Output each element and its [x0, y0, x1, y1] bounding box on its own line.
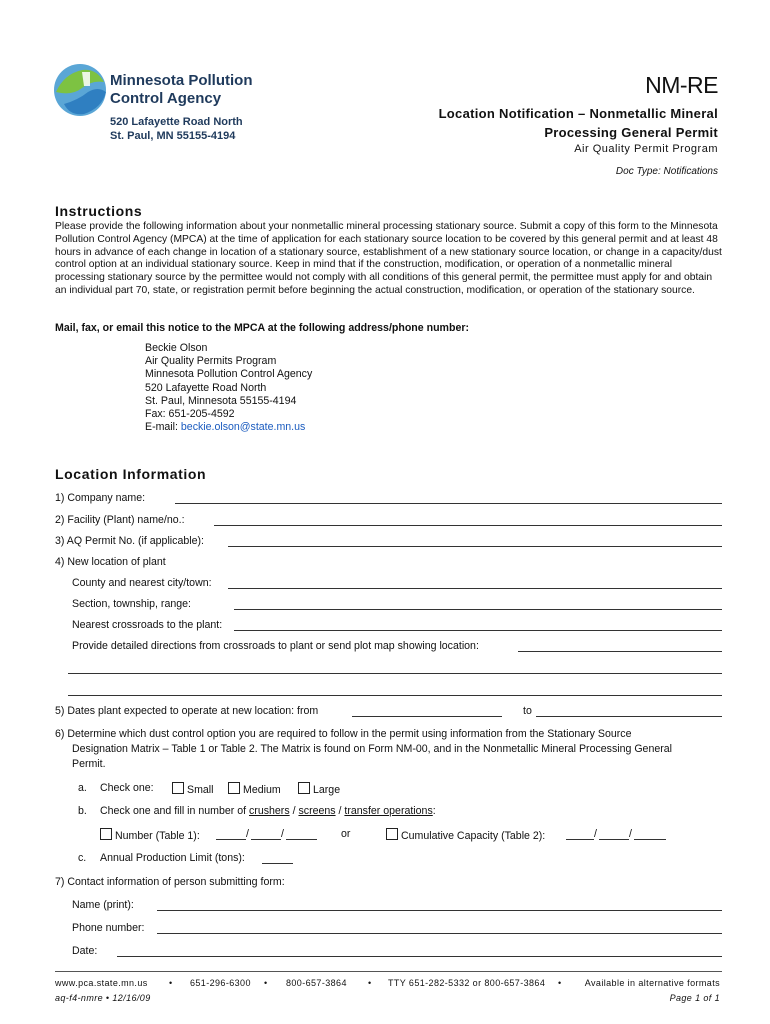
large-checkbox[interactable] — [298, 782, 310, 794]
large-label: Large — [313, 784, 341, 796]
mpca-logo — [52, 62, 108, 118]
q5-label: 5) Dates plant expected to operate at new location: from — [55, 705, 319, 717]
cumulative-table2-checkbox[interactable] — [386, 828, 398, 840]
q6a-text: Check one: — [100, 782, 154, 794]
slash-1: / — [246, 828, 249, 840]
q5-to-label: to — [523, 705, 532, 717]
date-to-field[interactable] — [536, 716, 722, 717]
q6b-colon: : — [432, 805, 436, 817]
mail-contact-block — [145, 342, 312, 434]
contact-email-link[interactable]: beckie.olson@state.mn.us — [180, 421, 306, 434]
q6b-sep1: / — [289, 805, 299, 817]
screens-capacity-field[interactable] — [599, 839, 629, 840]
q6-line1: 6) Determine which dust control option you are required to follow in the permit using information from the Stationary Source — [55, 728, 632, 740]
form-title-line2: Processing General Permit — [544, 125, 718, 140]
footer-page: Page 1 of 1 — [669, 993, 720, 1003]
medium-label: Medium — [243, 784, 281, 796]
q6b-or: or — [341, 828, 351, 840]
org-name-line1: Minnesota Pollution — [110, 72, 253, 89]
footer-formats: Available in alternative formats — [584, 978, 720, 988]
footer-form-id: aq-f4-nmre • 12/16/09 — [55, 993, 151, 1003]
q3-label: 3) AQ Permit No. (if applicable): — [55, 535, 204, 547]
program-name: Air Quality Permit Program — [574, 143, 718, 155]
option-medium[interactable] — [228, 782, 281, 797]
footer-bullet-2: • — [264, 978, 268, 988]
crushers-count-field[interactable] — [216, 839, 246, 840]
contact-fax: Fax: 651-205-4592 — [145, 408, 235, 421]
option-number-table1[interactable] — [100, 828, 200, 843]
option-cumulative-table2[interactable] — [386, 828, 545, 843]
form-title-line1: Location Notification – Nonmetallic Mineral — [438, 106, 718, 121]
slash-2: / — [281, 828, 284, 840]
q6c-text: Annual Production Limit (tons): — [100, 852, 245, 864]
q6b-letter: b. — [78, 805, 87, 817]
small-label: Small — [187, 784, 214, 796]
directions-field-line2[interactable] — [68, 673, 722, 674]
q4-label: 4) New location of plant — [55, 556, 166, 568]
transfer-term: transfer operations — [344, 805, 433, 817]
submitter-phone-field[interactable] — [157, 933, 722, 934]
contact-city: St. Paul, Minnesota 55155-4194 — [145, 394, 297, 407]
company-name-field[interactable] — [175, 503, 722, 504]
footer-divider — [55, 971, 722, 972]
facility-name-field[interactable] — [214, 525, 722, 526]
q7-date-label: Date: — [72, 945, 98, 957]
footer-website[interactable]: www.pca.state.mn.us — [55, 978, 148, 988]
transfer-count-field[interactable] — [286, 839, 317, 840]
q4-directions-label: Provide detailed directions from crossroads to plant or send plot map showing location: — [72, 640, 479, 652]
instructions-heading: Instructions — [55, 203, 143, 219]
footer-bullet-4: • — [558, 978, 562, 988]
slash-3: / — [594, 828, 597, 840]
medium-checkbox[interactable] — [228, 782, 240, 794]
q6b-text — [100, 805, 436, 818]
contact-street: 520 Lafayette Road North — [145, 381, 267, 394]
q4-crossroads-label: Nearest crossroads to the plant: — [72, 619, 223, 631]
crossroads-field[interactable] — [234, 630, 722, 631]
crushers-term: crushers — [249, 805, 290, 817]
org-address-line2: St. Paul, MN 55155-4194 — [110, 130, 236, 142]
contact-program: Air Quality Permits Program — [145, 355, 277, 368]
section-township-field[interactable] — [234, 609, 722, 610]
directions-field-line3[interactable] — [68, 695, 722, 696]
production-limit-field[interactable] — [262, 863, 293, 864]
q6b-sep2: / — [335, 805, 345, 817]
screens-term: screens — [298, 805, 336, 817]
option-small[interactable] — [172, 782, 214, 797]
crushers-capacity-field[interactable] — [566, 839, 594, 840]
q2-label: 2) Facility (Plant) name/no.: — [55, 514, 185, 526]
number-table1-checkbox[interactable] — [100, 828, 112, 840]
contact-email-row — [145, 421, 312, 434]
footer-bullet-3: • — [368, 978, 372, 988]
q6a-letter: a. — [78, 782, 87, 794]
footer-tty: TTY 651-282-5332 or 800-657-3864 — [388, 978, 546, 988]
q6-line3: Permit. — [72, 758, 106, 770]
doc-type: Doc Type: Notifications — [615, 166, 718, 177]
q4-section-label: Section, township, range: — [72, 598, 191, 610]
form-number: NM-RE — [645, 72, 718, 98]
instructions-body: Please provide the following information about your nonmetallic mineral processing stationary source. Submit a copy of this form to the Minnesota Pollution Control Agency (MPCA) at the time of application for each stationary source location to be covered by this general permit and at least 48 hours in advance of each change in location of a stationary source, establishment of a new stationary source location, or change in a capacity/dust control option at an individual stationary source. Keep in mind that if the construction, modification, or operation of a nonmetallic mineral processing stationary source by the permittee would not comply with all conditions of this general permit, the permittee must apply for and obtain an individual part 70, state, or registration permit before beginning the actual construction, modification, or operation of the stationary source. — [55, 221, 722, 296]
slash-4: / — [629, 828, 632, 840]
contact-email-label: E-mail: — [145, 421, 181, 434]
q6b-prefix: Check one and fill in number of — [100, 805, 249, 817]
directions-field-line1[interactable] — [518, 651, 722, 652]
screens-count-field[interactable] — [251, 839, 281, 840]
number-table1-label: Number (Table 1): — [115, 830, 200, 842]
q1-label: 1) Company name: — [55, 492, 146, 504]
mail-instructions: Mail, fax, or email this notice to the MPCA at the following address/phone number: — [55, 322, 469, 334]
q6-line2: Designation Matrix – Table 1 or Table 2. The Matrix is found on Form NM-00, and in the Nonmetallic Mineral Processing General — [72, 743, 673, 755]
q7-phone-label: Phone number: — [72, 922, 145, 934]
date-from-field[interactable] — [352, 716, 502, 717]
q7-label: 7) Contact information of person submitting form: — [55, 876, 285, 888]
submitter-date-field[interactable] — [117, 956, 722, 957]
footer-phone1: 651-296-6300 — [190, 978, 251, 988]
transfer-capacity-field[interactable] — [634, 839, 666, 840]
county-city-field[interactable] — [228, 588, 722, 589]
footer-bullet-1: • — [169, 978, 173, 988]
org-name-line2: Control Agency — [110, 90, 222, 107]
option-large[interactable] — [298, 782, 340, 797]
location-heading: Location Information — [55, 466, 207, 482]
aq-permit-field[interactable] — [228, 546, 722, 547]
footer-phone2: 800-657-3864 — [286, 978, 347, 988]
q6c-letter: c. — [78, 852, 87, 864]
q7-name-label: Name (print): — [72, 899, 134, 911]
mpca-logo-icon — [52, 62, 108, 118]
small-checkbox[interactable] — [172, 782, 184, 794]
org-address-line1: 520 Lafayette Road North — [110, 116, 243, 128]
q4-county-label: County and nearest city/town: — [72, 577, 212, 589]
submitter-name-field[interactable] — [157, 910, 722, 911]
contact-agency: Minnesota Pollution Control Agency — [145, 368, 313, 381]
cumulative-table2-label: Cumulative Capacity (Table 2): — [401, 830, 546, 842]
contact-name: Beckie Olson — [145, 342, 208, 354]
